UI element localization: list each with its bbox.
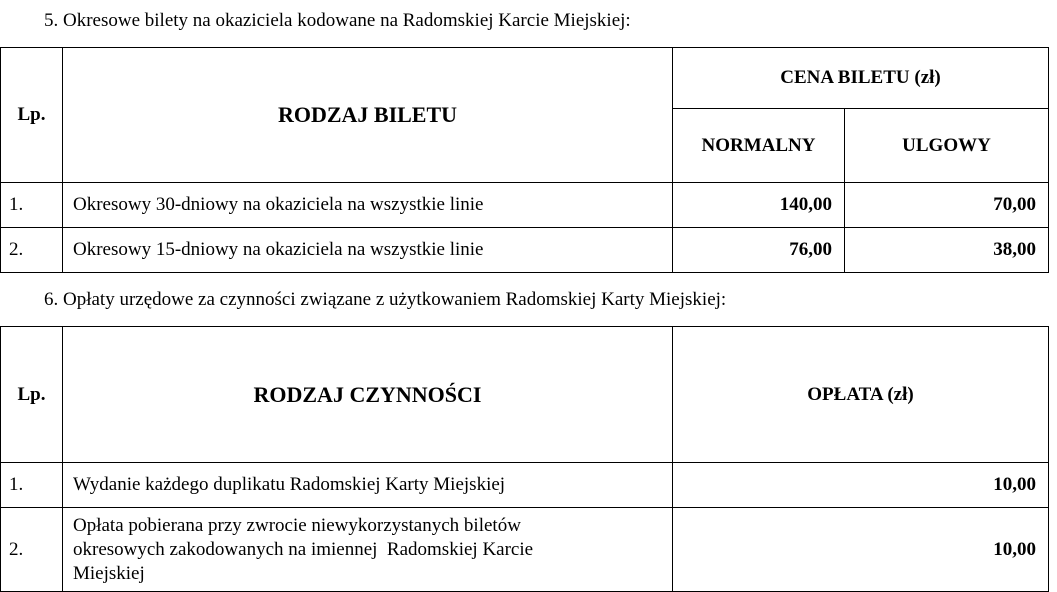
row-reduced-price: 38,00 [845,228,1049,273]
row-lp: 1. [1,183,63,228]
row-activity-line: Opłata pobierana przy zwrocie niewykorzystanych biletów [73,514,521,536]
row-lp: 1. [1,463,63,508]
reduced-price-header: ULGOWY [845,109,1049,183]
row-activity-name: Wydanie każdego duplikatu Radomskiej Karty Miejskiej [63,463,673,508]
lp-header: Lp. [1,48,63,183]
row-ticket-name: Okresowy 30-dniowy na okaziciela na wszystkie linie [63,183,673,228]
row-reduced-price: 70,00 [845,183,1049,228]
row-lp: 2. [1,228,63,273]
tickets-table [0,47,1049,273]
fee-header: OPŁATA (zł) [673,327,1049,463]
lp-header: Lp. [1,327,63,463]
row-activity-line: Miejskiej [73,562,145,584]
section6-heading: 6. Opłaty urzędowe za czynności związane z użytkowaniem Radomskiej Karty Miejskiej: [44,289,727,310]
row-lp: 2. [1,508,63,592]
row-normal-price: 140,00 [673,183,845,228]
table-row [1,463,1049,508]
row-fee: 10,00 [673,463,1049,508]
row-activity-name [63,508,673,592]
row-fee: 10,00 [673,508,1049,592]
activity-type-header: RODZAJ CZYNNOŚCI [63,327,673,463]
section5-heading: 5. Okresowe bilety na okaziciela kodowane na Radomskiej Karcie Miejskiej: [44,10,631,31]
row-ticket-name: Okresowy 15-dniowy na okaziciela na wszystkie linie [63,228,673,273]
table-row [1,508,1049,592]
table-row [1,183,1049,228]
normal-price-header: NORMALNY [673,109,845,183]
table-row [1,228,1049,273]
fees-table [0,326,1049,592]
row-activity-line: okresowych zakodowanych na imiennej Radomskiej Karcie [73,538,534,560]
price-header: CENA BILETU (zł) [673,48,1049,109]
row-normal-price: 76,00 [673,228,845,273]
ticket-type-header: RODZAJ BILETU [63,48,673,183]
